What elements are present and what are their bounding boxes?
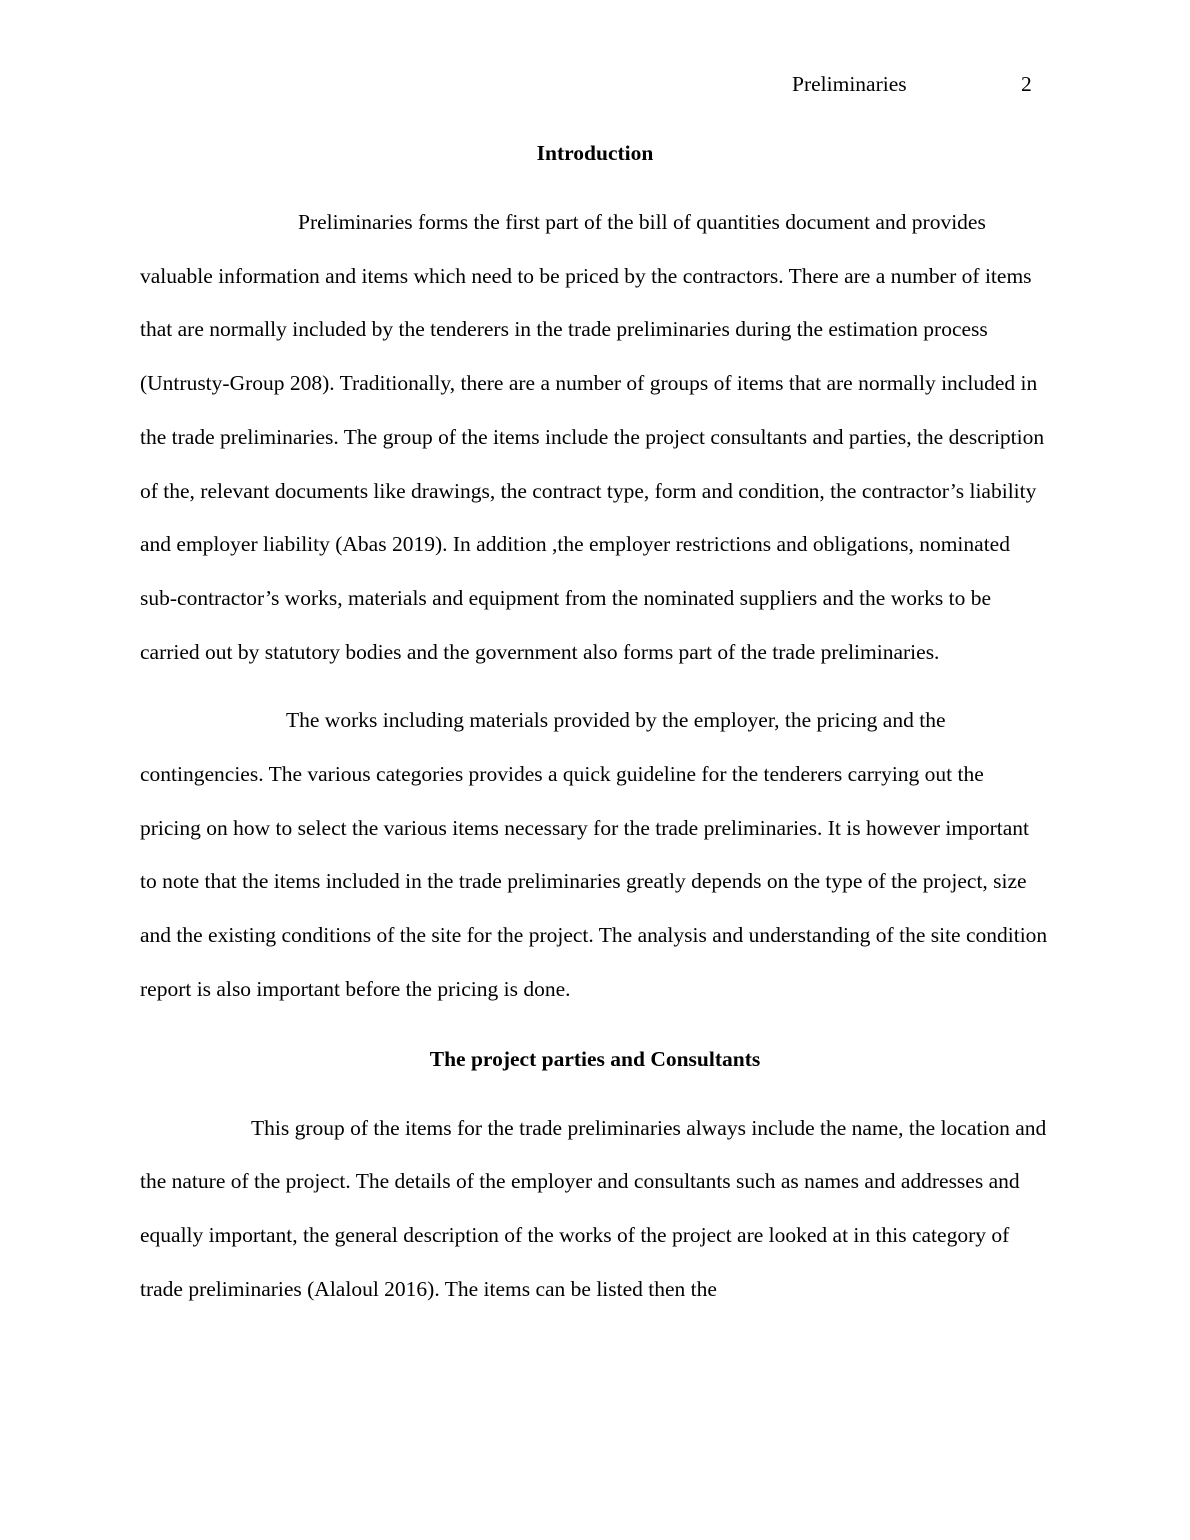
paragraph: This group of the items for the trade preliminaries always include the name, the location and the nature of the project. The details of the employer and consultants such as names and addresses and equally important, the general description of the works of the project are looked at in this category of trade preliminaries (Alaloul 2016). The items can be listed then the — [140, 1115, 1047, 1301]
section-heading-introduction: Introduction — [536, 141, 654, 165]
document-body — [140, 126, 1050, 1316]
page-number: 2 — [1021, 72, 1032, 96]
running-head: Preliminaries — [792, 72, 907, 96]
paragraph: The works including materials provided by the employer, the pricing and the contingencies. The various categories provides a quick guideline for the tenderers carrying out the pricing on how to select the various items necessary for the trade preliminaries. It is however important to note that the items included in the trade preliminaries greatly depends on the type of the project, size and the existing conditions of the site for the project. The analysis and understanding of the site condition report is also important before the pricing is done. — [140, 708, 1048, 1001]
paragraph: Preliminaries forms the first part of the bill of quantities document and provides valuable information and items which need to be priced by the contractors. There are a number of items that are normally included by the tenderers in the trade preliminaries during the estimation process (Untrusty-Group 208). Traditionally, there are a number of groups of items that are normally included in the trade preliminaries. The group of the items include the project consultants and parties, the description of the, relevant documents like drawings, the contract type, form and condition, the contractor’s liability and employer liability (Abas 2019). In addition ,the employer restrictions and obligations, nominated sub-contractor’s works, materials and equipment from the nominated suppliers and the works to be carried out by statutory bodies and the government also forms part of the trade preliminaries. — [140, 210, 1045, 664]
section-heading-project-parties: The project parties and Consultants — [429, 1046, 761, 1071]
